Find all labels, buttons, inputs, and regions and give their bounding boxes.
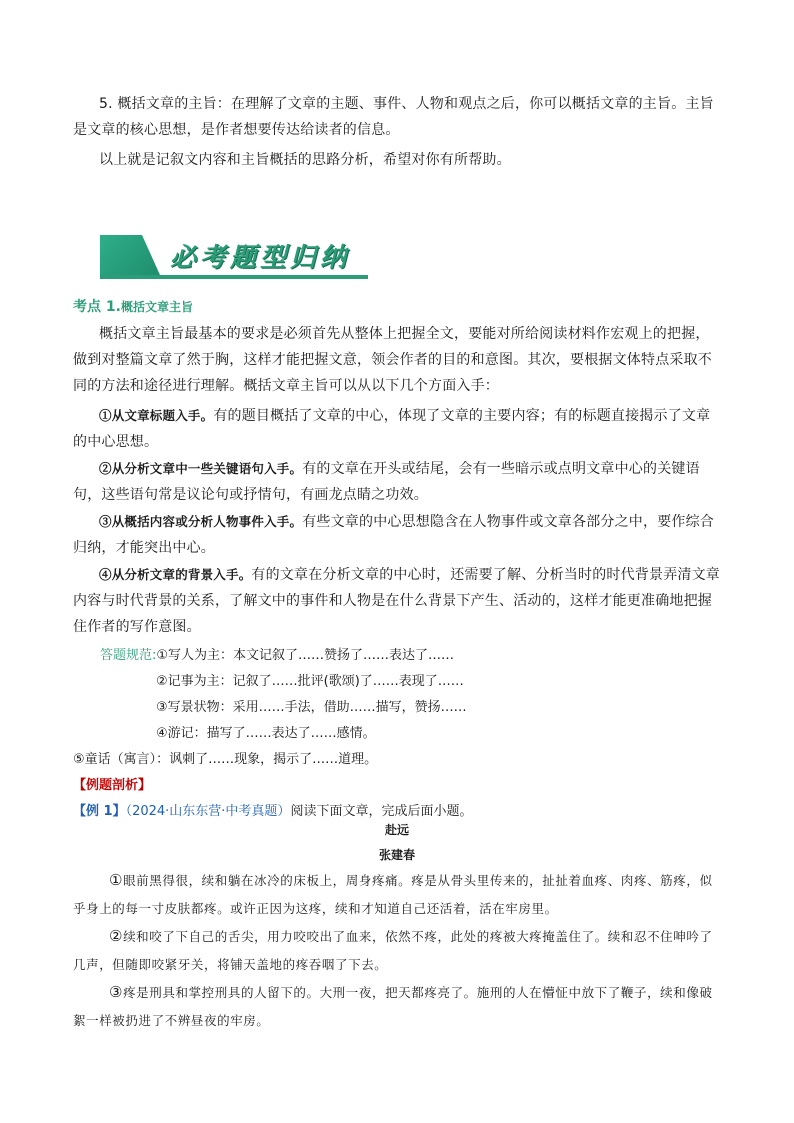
method-4-head: ④从分析文章的背景入手。 bbox=[99, 567, 252, 582]
banner-decoration bbox=[100, 235, 160, 275]
example-source: （2024·山东东营·中考真题） bbox=[125, 804, 291, 819]
example-1-line bbox=[73, 800, 472, 819]
story-paragraph-2-text: 续和咬了下自己的舌尖，用力咬咬出了血来，依然不疼，此处的疼被大疼掩盖住了。续和忍不住呻吟了几声，但随即咬紧牙关，将铺天盖地的疼吞咽了下去。 bbox=[73, 929, 713, 972]
kaodian-label: 考点 1. bbox=[73, 299, 121, 315]
answer-rule-4: ④游记：描写了……表达了……感情。 bbox=[156, 726, 376, 741]
story-paragraph-3 bbox=[73, 978, 721, 1035]
method-2-text: 有的文章在开头或结尾，会有一些暗示或点明文章中心的关键语句，这些语句常是议论句或抒情句，有画龙点睛之功效。 bbox=[73, 461, 700, 503]
story-paragraph-2-number: ② bbox=[109, 927, 124, 945]
answer-line-1 bbox=[100, 643, 520, 669]
method-1-head: ①从文章标题入手。 bbox=[99, 408, 214, 423]
story-paragraph-1-text: 眼前黑得很，续和躺在冰冷的床板上，周身疼痛。疼是从骨头里传来的，扯扯着血疼、肉疼、筋疼，似乎身上的每一寸皮肤都疼。或许正因为这疼，续和才知道自己还活着，活在牢房里。 bbox=[73, 873, 713, 916]
answer-rule-1: ①写人为主：本文记叙了……赞扬了……表达了…… bbox=[156, 648, 455, 663]
method-3-text: 有些文章的中心思想隐含在人物事件或文章各部分之中，要作综合归纳，才能突出中心。 bbox=[73, 514, 715, 556]
method-4 bbox=[73, 562, 721, 640]
method-3-head: ③从概括内容或分析人物事件入手。 bbox=[99, 514, 303, 529]
example-tag: 【例 1】 bbox=[73, 804, 126, 819]
intro-paragraph-summary: 5. 概括文章的主旨：在理解了文章的主题、事件、人物和观点之后，你可以概括文章的主旨。主旨是文章的核心思想，是作者想要传达给读者的信息。 bbox=[73, 96, 714, 138]
body-paragraph-intro: 概括文章主旨最基本的要求是必须首先从整体上把握全文，要能对所给阅读材料作宏观上的把握，做到对整篇文章了然于胸，这样才能把握文意，领会作者的目的和意图。其次，要根据文体特点采取不同的方法和途径进行理解。概括文章主旨可以从以下几个方面入手： bbox=[73, 326, 712, 394]
method-4-text: 有的文章在分析文章的中心时，还需要了解、分析当时的时代背景弄清文章内容与时代背景的关系，了解文中的事件和人物是在什么背景下产生、活动的，这样才能更准确地把握住作者的写作意图。 bbox=[73, 567, 721, 635]
section-banner bbox=[100, 235, 368, 279]
story-paragraph-1 bbox=[73, 866, 721, 923]
kaodian-heading bbox=[73, 296, 193, 316]
banner-underline bbox=[100, 275, 368, 279]
story-paragraph-2 bbox=[73, 922, 721, 979]
story-paragraph-1-number: ① bbox=[109, 871, 124, 889]
example-section-label: 【例题剖析】 bbox=[73, 778, 152, 793]
answer-rule-3: ③写景状物：采用……手法，借助……描写，赞扬…… bbox=[156, 700, 467, 715]
method-3 bbox=[73, 509, 721, 561]
method-1 bbox=[73, 403, 721, 455]
method-1-text: 有的题目概括了文章的中心，体现了文章的主要内容；有的标题直接揭示了文章的中心思想。 bbox=[73, 408, 711, 450]
intro-paragraph-closing: 以上就是记叙文内容和主旨概括的思路分析，希望对你有所帮助。 bbox=[99, 152, 511, 168]
answer-rule-5: ⑤童话（寓言）：讽刺了……现象，揭示了……道理。 bbox=[73, 752, 378, 767]
example-instruction: 阅读下面文章，完成后面小题。 bbox=[290, 804, 473, 819]
kaodian-title: 概括文章主旨 bbox=[120, 300, 193, 314]
banner-title: 必考题型归纳 bbox=[170, 243, 351, 273]
method-2-head: ②从分析文章中一些关键语句入手。 bbox=[99, 461, 303, 476]
story-paragraph-3-number: ③ bbox=[109, 983, 124, 1001]
method-2 bbox=[73, 456, 721, 508]
answer-rule-2: ②记事为主：记叙了……批评(歌颂)了……表现了…… bbox=[156, 674, 464, 689]
story-paragraph-3-text: 疼是刑具和掌控刑具的人留下的。大刑一夜，把天都疼亮了。施刑的人在懵怔中放下了鞭子，续和像破絮一样被扔进了不辨昼夜的牢房。 bbox=[73, 985, 713, 1028]
story-title: 赴远 bbox=[384, 823, 409, 837]
story-author: 张建春 bbox=[378, 848, 415, 862]
answer-rules bbox=[100, 643, 520, 747]
answer-label: 答题规范: bbox=[100, 648, 157, 663]
